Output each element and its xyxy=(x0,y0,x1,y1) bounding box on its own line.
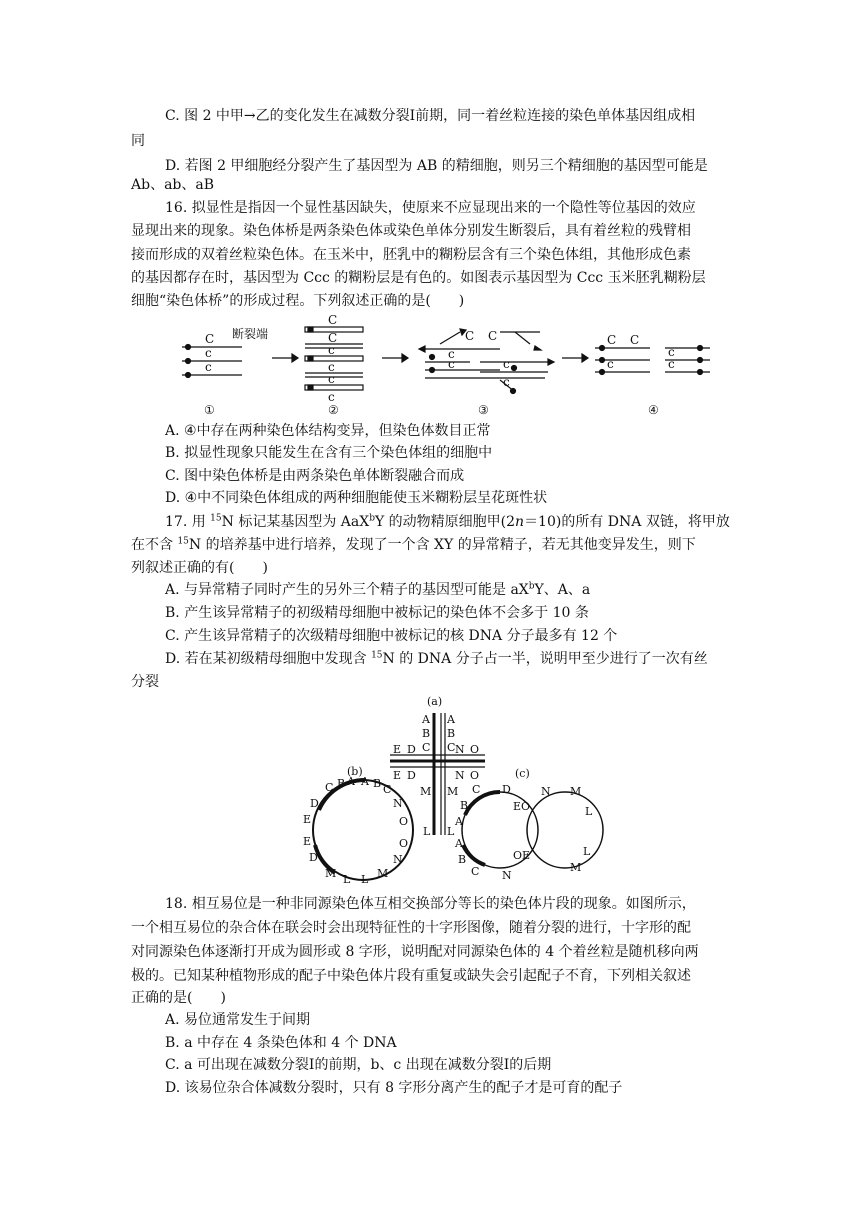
q17-option-b: B. 产生该异常精子的初级精母细胞中被标记的染色体不会多于 10 条 xyxy=(165,605,589,621)
q18-stem-line2: 一个相互易位的杂合体在联会时会出现特征性的十字形图像，随着分裂的进行，十字形的配 xyxy=(131,920,691,936)
break-end-label: 断裂端 xyxy=(232,327,269,341)
svg-text:C: C xyxy=(383,783,392,796)
svg-text:N: N xyxy=(393,853,403,866)
q16-option-b: B. 拟显性现象只能发生在含有三个染色体组的细胞中 xyxy=(165,445,493,461)
q17-stem-line1: 17. 用 $^{15}$N 标记某基因型为 AaX$^b$Y 的动物精原细胞甲(2n＝10)的所有 DNA 双链，将甲放 xyxy=(165,513,730,530)
svg-text:N: N xyxy=(393,797,403,810)
gene-label-C: C xyxy=(465,329,475,343)
q17-option-d-line1: D. 若在某初级精母细胞中发现含 $^{15}$N 的 DNA 分子占一半，说明甲至少进行了一次有丝 xyxy=(165,650,708,667)
q17-stem-line3: 列叙述正确的有( ) xyxy=(131,560,268,576)
svg-text:D: D xyxy=(310,797,319,810)
q15-option-d-line2: Ab、ab、aB xyxy=(131,177,215,193)
svg-text:D: D xyxy=(407,743,416,756)
svg-text:O: O xyxy=(470,769,480,782)
svg-text:B: B xyxy=(460,799,469,812)
gene-label-c: c xyxy=(668,357,675,371)
svg-text:O: O xyxy=(399,837,409,850)
svg-text:L: L xyxy=(583,845,591,858)
svg-text:B: B xyxy=(422,727,431,740)
svg-text:L: L xyxy=(343,873,351,886)
svg-text:O: O xyxy=(470,743,480,756)
svg-text:A: A xyxy=(347,775,355,788)
q18-stem-line4: 极的。已知某种植物形成的配子中染色体片段有重复或缺失会引起配子不育，下列相关叙述 xyxy=(131,968,691,984)
gene-label-C: C xyxy=(630,333,640,347)
panel-label-2: ② xyxy=(328,403,339,417)
svg-text:OE: OE xyxy=(513,849,531,862)
fig-label-a: (a) xyxy=(427,695,443,708)
svg-text:M: M xyxy=(570,785,582,798)
svg-text:E: E xyxy=(393,769,402,782)
svg-text:N: N xyxy=(502,869,512,882)
q15-option-d-line1: D. 若图 2 甲细胞经分裂产生了基因型为 AB 的精细胞，则另三个精细胞的基因型可能是 xyxy=(165,158,708,174)
q16-option-d: D. ④中不同染色体组成的两种细胞能使玉米糊粉层呈花斑性状 xyxy=(165,490,548,506)
q18-stem-line3: 对同源染色体逐渐打开成为圆形或 8 字形，说明配对同源染色体的 4 个着丝粒是随机移向两 xyxy=(131,944,699,960)
gene-label-c: c xyxy=(503,375,510,389)
q17-option-d-line2: 分裂 xyxy=(131,674,159,690)
gene-label-C: C xyxy=(328,331,338,345)
svg-text:B: B xyxy=(373,777,382,790)
svg-text:C: C xyxy=(471,865,480,878)
svg-text:L: L xyxy=(585,805,593,818)
gene-label-c: c xyxy=(448,347,455,361)
gene-label-C: C xyxy=(328,313,338,327)
q16-option-a: A. ④中存在两种染色体结构变异，但染色体数目正常 xyxy=(165,423,491,439)
svg-text:E: E xyxy=(303,835,312,848)
svg-text:L: L xyxy=(423,825,431,838)
q17-option-a: A. 与异常精子同时产生的另外三个精子的基因型可能是 $aX^bY$、A、a xyxy=(165,581,591,598)
gene-label-c: c xyxy=(328,390,335,404)
svg-text:N: N xyxy=(455,769,465,782)
svg-text:L: L xyxy=(361,873,369,886)
q17-stem-line2: 在不含 $^{15}$N 的培养基中进行培养，发现了一个含 XY 的异常精子，若无其他变异发生，则下 xyxy=(131,536,696,553)
svg-text:A: A xyxy=(447,713,455,726)
svg-text:M: M xyxy=(377,867,389,880)
gene-label-c: c xyxy=(607,357,614,371)
svg-text:M: M xyxy=(447,785,459,798)
gene-label-c: c xyxy=(328,343,335,357)
svg-text:C: C xyxy=(472,783,481,796)
q16-stem-line4: 的基因都存在时，基因型为 Ccc 的糊粉层是有色的。如图表示基因型为 Ccc 玉米胚乳糊粉层 xyxy=(131,270,706,286)
gene-label-C: C xyxy=(488,329,498,343)
gene-label-c: c xyxy=(328,360,335,374)
svg-text:B: B xyxy=(337,777,346,790)
svg-text:O: O xyxy=(399,815,409,828)
gene-label-c: c xyxy=(668,345,675,359)
svg-text:B: B xyxy=(458,853,467,866)
svg-text:A: A xyxy=(422,713,430,726)
q17-option-c: C. 产生该异常精子的次级精母细胞中被标记的核 DNA 分子最多有 12 个 xyxy=(165,628,618,644)
q15-option-c-line2: 同 xyxy=(131,133,145,149)
q16-stem-line3: 接而形成的双着丝粒染色体。在玉米中，胚乳中的糊粉层含有三个染色体组，其他形成色素 xyxy=(131,247,691,263)
q16-stem-line5: 细胞“染色体桥”的形成过程。下列叙述正确的是( ) xyxy=(131,293,465,309)
svg-text:L: L xyxy=(447,825,455,838)
svg-text:M: M xyxy=(570,861,582,874)
q18-translocation-figure xyxy=(295,695,615,890)
q18-option-b: B. a 中存在 4 条染色体和 4 个 DNA xyxy=(165,1035,397,1051)
gene-label-c: c xyxy=(205,360,212,374)
q18-stem-line5: 正确的是( ) xyxy=(131,990,226,1006)
svg-text:D: D xyxy=(407,769,416,782)
svg-text:N: N xyxy=(455,743,465,756)
fig-label-b: (b) xyxy=(347,765,363,778)
svg-text:A: A xyxy=(361,775,369,788)
svg-text:C: C xyxy=(422,741,431,754)
q16-chromosome-bridge-figure xyxy=(170,312,730,420)
svg-text:M: M xyxy=(325,867,337,880)
q15-option-c-line1: C. 图 2 中甲→乙的变化发生在减数分裂Ⅰ前期，同一着丝粒连接的染色单体基因组成相 xyxy=(165,108,696,124)
q16-stem-line2: 显现出来的现象。染色体桥是两条染色体或染色单体分别发生断裂后，具有着丝粒的残臂相 xyxy=(131,223,691,239)
svg-text:C: C xyxy=(447,741,456,754)
fig-label-c: (c) xyxy=(515,767,530,780)
panel-label-4: ④ xyxy=(648,403,659,417)
gene-label-c: c xyxy=(328,372,335,386)
q16-stem-line1: 16. 拟显性是指因一个显性基因缺失，使原来不应显现出来的一个隐性等位基因的效应 xyxy=(165,200,696,216)
svg-text:M: M xyxy=(420,785,432,798)
q18-stem-line1: 18. 相互易位是一种非同源染色体互相交换部分等长的染色体片段的现象。如图所示， xyxy=(165,896,696,912)
q18-option-c: C. a 可出现在减数分裂Ⅰ的前期，b、c 出现在减数分裂Ⅰ的后期 xyxy=(165,1057,552,1073)
svg-text:A: A xyxy=(455,837,463,850)
panel-label-3: ③ xyxy=(478,403,489,417)
gene-label-C: C xyxy=(205,332,215,346)
gene-label-c: c xyxy=(503,357,510,371)
svg-text:N: N xyxy=(541,785,551,798)
gene-label-c: c xyxy=(448,357,455,371)
q18-option-a: A. 易位通常发生于间期 xyxy=(165,1012,311,1028)
gene-label-c: c xyxy=(205,346,212,360)
svg-text:E: E xyxy=(303,813,312,826)
svg-text:D: D xyxy=(309,851,318,864)
svg-text:EO: EO xyxy=(513,800,531,813)
svg-text:D: D xyxy=(502,783,511,796)
svg-text:C: C xyxy=(325,781,334,794)
q18-option-d: D. 该易位杂合体减数分裂时，只有 8 字形分离产生的配子才是可育的配子 xyxy=(165,1080,623,1096)
gene-label-C: C xyxy=(607,333,617,347)
svg-text:E: E xyxy=(393,743,402,756)
q16-option-c: C. 图中染色体桥是由两条染色单体断裂融合而成 xyxy=(165,468,465,484)
svg-text:A: A xyxy=(455,815,463,828)
panel-label-1: ① xyxy=(204,403,215,417)
svg-text:B: B xyxy=(447,727,456,740)
